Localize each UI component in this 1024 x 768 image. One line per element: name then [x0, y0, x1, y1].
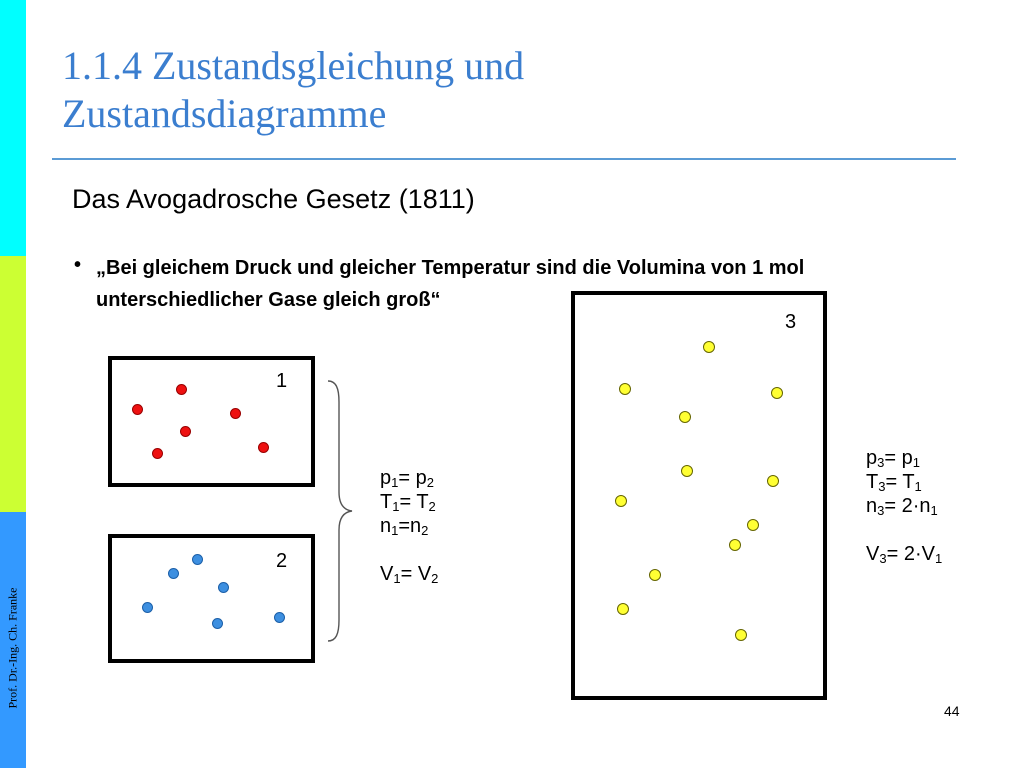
sidebar-band-lime: [0, 256, 26, 512]
gas-particle-blue: [274, 612, 285, 623]
gas-particle-red: [132, 404, 143, 415]
slide-title: [62, 42, 962, 138]
gas-particle-yellow: [619, 383, 631, 395]
container-label-1: 1: [276, 370, 288, 392]
gas-particle-blue: [218, 582, 229, 593]
page-number: 44: [944, 703, 960, 719]
gas-particle-yellow: [735, 629, 747, 641]
container-label-3: 3: [785, 311, 797, 333]
equation-volume: $V_3= 2\cdot V_1$: [866, 543, 943, 566]
equation-pressure: $p_3= p_1$: [866, 447, 920, 470]
equation-volume: $V_1= V_2$: [380, 563, 439, 586]
bullet-point-icon: •: [74, 254, 82, 276]
gas-particle-yellow: [617, 603, 629, 615]
sidebar-band-cyan: [0, 0, 26, 256]
bullet-quote-line-1: „Bei gleichem Druck und gleicher Temperatur sind die Volumina von 1 mol: [96, 257, 805, 279]
equation-amount: $n_1=n_2$: [380, 515, 429, 538]
gas-particle-yellow: [681, 465, 693, 477]
gas-particle-blue: [142, 602, 153, 613]
equation-amount: $n_3= 2\cdot n_1$: [866, 495, 938, 518]
gas-particle-red: [258, 442, 269, 453]
equations-container-3: [866, 446, 942, 566]
gas-particle-red: [230, 408, 241, 419]
gas-particle-yellow: [615, 495, 627, 507]
gas-particle-red: [176, 384, 187, 395]
equation-temperature: $T_3= T_1$: [866, 471, 922, 494]
bullet-quote-line-2: unterschiedlicher Gase gleich groß“: [96, 289, 441, 311]
gas-container-1: [108, 356, 315, 487]
container-label-2: 2: [276, 550, 288, 572]
gas-particle-yellow: [703, 341, 715, 353]
gas-container-2: [108, 534, 315, 663]
author-credit: Prof. Dr.-Ing. Ch. Franke: [5, 587, 20, 709]
curly-brace-icon: [326, 380, 354, 642]
slide-subtitle: Das Avogadrosche Gesetz (1811): [72, 184, 475, 214]
gas-particle-blue: [168, 568, 179, 579]
gas-particle-red: [180, 426, 191, 437]
gas-particle-yellow: [649, 569, 661, 581]
equation-temperature: $T_1= T_2$: [380, 491, 436, 514]
slide-title-line-1: 1.1.4 Zustandsgleichung und: [62, 43, 525, 88]
gas-particle-blue: [192, 554, 203, 565]
equations-containers-1-2: [380, 466, 438, 586]
gas-particle-red: [152, 448, 163, 459]
title-divider: [52, 158, 956, 160]
gas-container-3: [571, 291, 827, 700]
gas-particle-yellow: [729, 539, 741, 551]
gas-particle-yellow: [767, 475, 779, 487]
equation-pressure: $p_1= p_2$: [380, 467, 434, 490]
slide-title-line-2: Zustandsdiagramme: [62, 91, 387, 136]
gas-particle-yellow: [747, 519, 759, 531]
gas-particle-yellow: [679, 411, 691, 423]
sidebar-color-bands: [0, 0, 26, 768]
gas-particle-yellow: [771, 387, 783, 399]
gas-particle-blue: [212, 618, 223, 629]
